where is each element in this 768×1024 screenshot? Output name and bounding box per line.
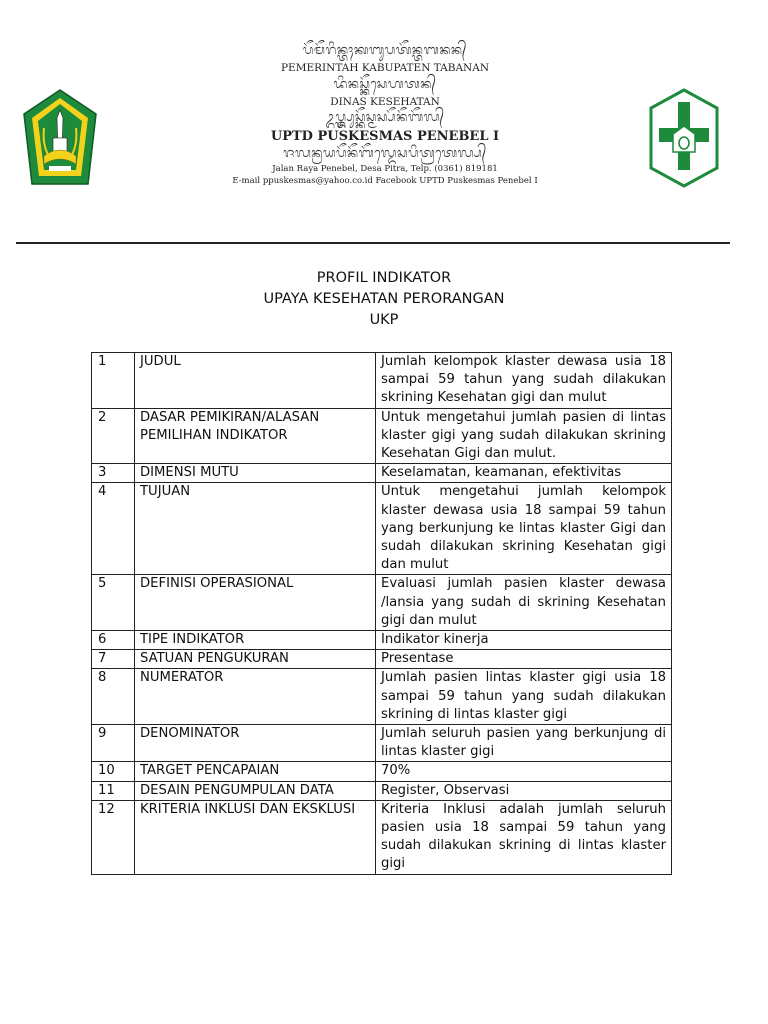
row-value: Indikator kinerja [376,631,672,650]
indicator-profile-table [91,352,672,875]
row-value: Jumlah kelompok klaster dewasa usia 18 sampai 59 tahun yang sudah dilakukan skrining Kesehatan gigi dan mulut [376,353,672,409]
title-line: UPAYA KESEHATAN PERORANGAN [263,291,505,307]
row-label: DESAIN PENGUMPULAN DATA [135,781,376,800]
row-number: 5 [92,575,135,631]
table-row [92,483,672,575]
row-number: 10 [92,762,135,781]
government-name: PEMERINTAH KABUPATEN TABANAN [280,62,490,74]
row-value: Kriteria Inklusi adalah jumlah seluruh pasien usia 18 sampai 59 tahun yang sudah dilakukan skrining di lintas klaster gigi [376,800,672,874]
row-value: Untuk mengetahui jumlah pasien di lintas klaster gigi yang sudah dilakukan skrining Kesehatan Gigi dan mulut. [376,408,672,464]
row-value: Evaluasi jumlah pasien klaster dewasa /lansia yang sudah di skrining Kesehatan gigi dan mulut [376,575,672,631]
address-line: Jalan Raya Penebel, Desa Pitra, Telp. (0361) 819181 [272,164,498,174]
balinese-script-line: ᬉᬧ᭄ᬢ᭄ᬤ᭄ᬧᬸᬲ᭄ᬓᭂᬲ᭄ᬫᬲ᭄ᬧᭂᬦᭂᬩᭂᬮ᭄ [325,110,445,125]
row-number: 3 [92,464,135,483]
row-value: Untuk mengetahui jumlah kelompok klaster dewasa usia 18 sampai 59 tahun yang berkunjung ke lintas klaster Gigi dan sudah dilakukan skrining Kesehatan gigi dan mulut [376,483,672,575]
row-label: DASAR PEMIKIRAN/ALASAN PEMILIHAN INDIKATOR [135,408,376,464]
tabanan-regency-emblem-icon [22,88,98,188]
letterhead [0,0,768,250]
row-label: TARGET PENCAPAIAN [135,762,376,781]
balinese-script-line: ᬧᭂᬫᭂᬭᬶᬦ᭄ᬢᬄᬓᬩᬸᬧᬢᭂᬦ᭄ᬢᬩᬦᬦ᭄ [302,43,468,58]
row-value: Register, Observasi [376,781,672,800]
row-value: Jumlah seluruh pasien yang berkunjung di lintas klaster gigi [376,725,672,762]
row-label: KRITERIA INKLUSI DAN EKSKLUSI [135,800,376,874]
row-value: Keselamatan, keamanan, efektivitas [376,464,672,483]
row-number: 8 [92,669,135,725]
table-row [92,575,672,631]
table-row [92,353,672,409]
row-label: TIPE INDIKATOR [135,631,376,650]
letterhead-text [150,44,620,185]
row-number: 11 [92,781,135,800]
document-title [0,268,768,331]
table-row [92,725,672,762]
row-value: Jumlah pasien lintas klaster gigi usia 18 sampai 59 tahun yang sudah dilakukan skrining di lintas klaster gigi [376,669,672,725]
organization-name: UPTD PUSKESMAS PENEBEL I [270,129,500,144]
title-line: PROFIL INDIKATOR [316,270,452,286]
row-number: 1 [92,353,135,409]
table-row [92,464,672,483]
balinese-script-line: ᬚᬮᬦ᭄ᬭᬬᬧᭂᬦᭂᬩᭂᬮ᭄ᬤᬾᬲᬧᬶᬢ᭄ᬭᬢᬾᬮ᭄ᬧ᭄ [283,146,487,161]
row-number: 12 [92,800,135,874]
title-line: UKP [369,312,399,328]
row-label: DEFINISI OPERASIONAL [135,575,376,631]
row-label: TUJUAN [135,483,376,575]
department-name: DINAS KESEHATAN [330,95,440,108]
row-label: JUDUL [135,353,376,409]
balinese-script-line: ᬤᬶᬦᬲ᭄ᬓᭂᬲᬾᬳᬢᬦ᭄ [333,76,437,92]
row-number: 7 [92,650,135,669]
row-label: SATUAN PENGUKURAN [135,650,376,669]
letterhead-divider [16,242,730,244]
table-row [92,669,672,725]
puskesmas-cross-logo-icon [649,88,719,188]
table-row [92,781,672,800]
table-row [92,762,672,781]
row-label: DIMENSI MUTU [135,464,376,483]
table-row [92,650,672,669]
row-number: 9 [92,725,135,762]
row-number: 2 [92,408,135,464]
row-value: 70% [376,762,672,781]
contact-line: E-mail ppuskesmas@yahoo.co.id Facebook UPTD Puskesmas Penebel I [232,175,538,186]
row-label: NUMERATOR [135,669,376,725]
table-row [92,408,672,464]
row-number: 6 [92,631,135,650]
table-row [92,800,672,874]
row-label: DENOMINATOR [135,725,376,762]
row-number: 4 [92,483,135,575]
table-row [92,631,672,650]
row-value: Presentase [376,650,672,669]
